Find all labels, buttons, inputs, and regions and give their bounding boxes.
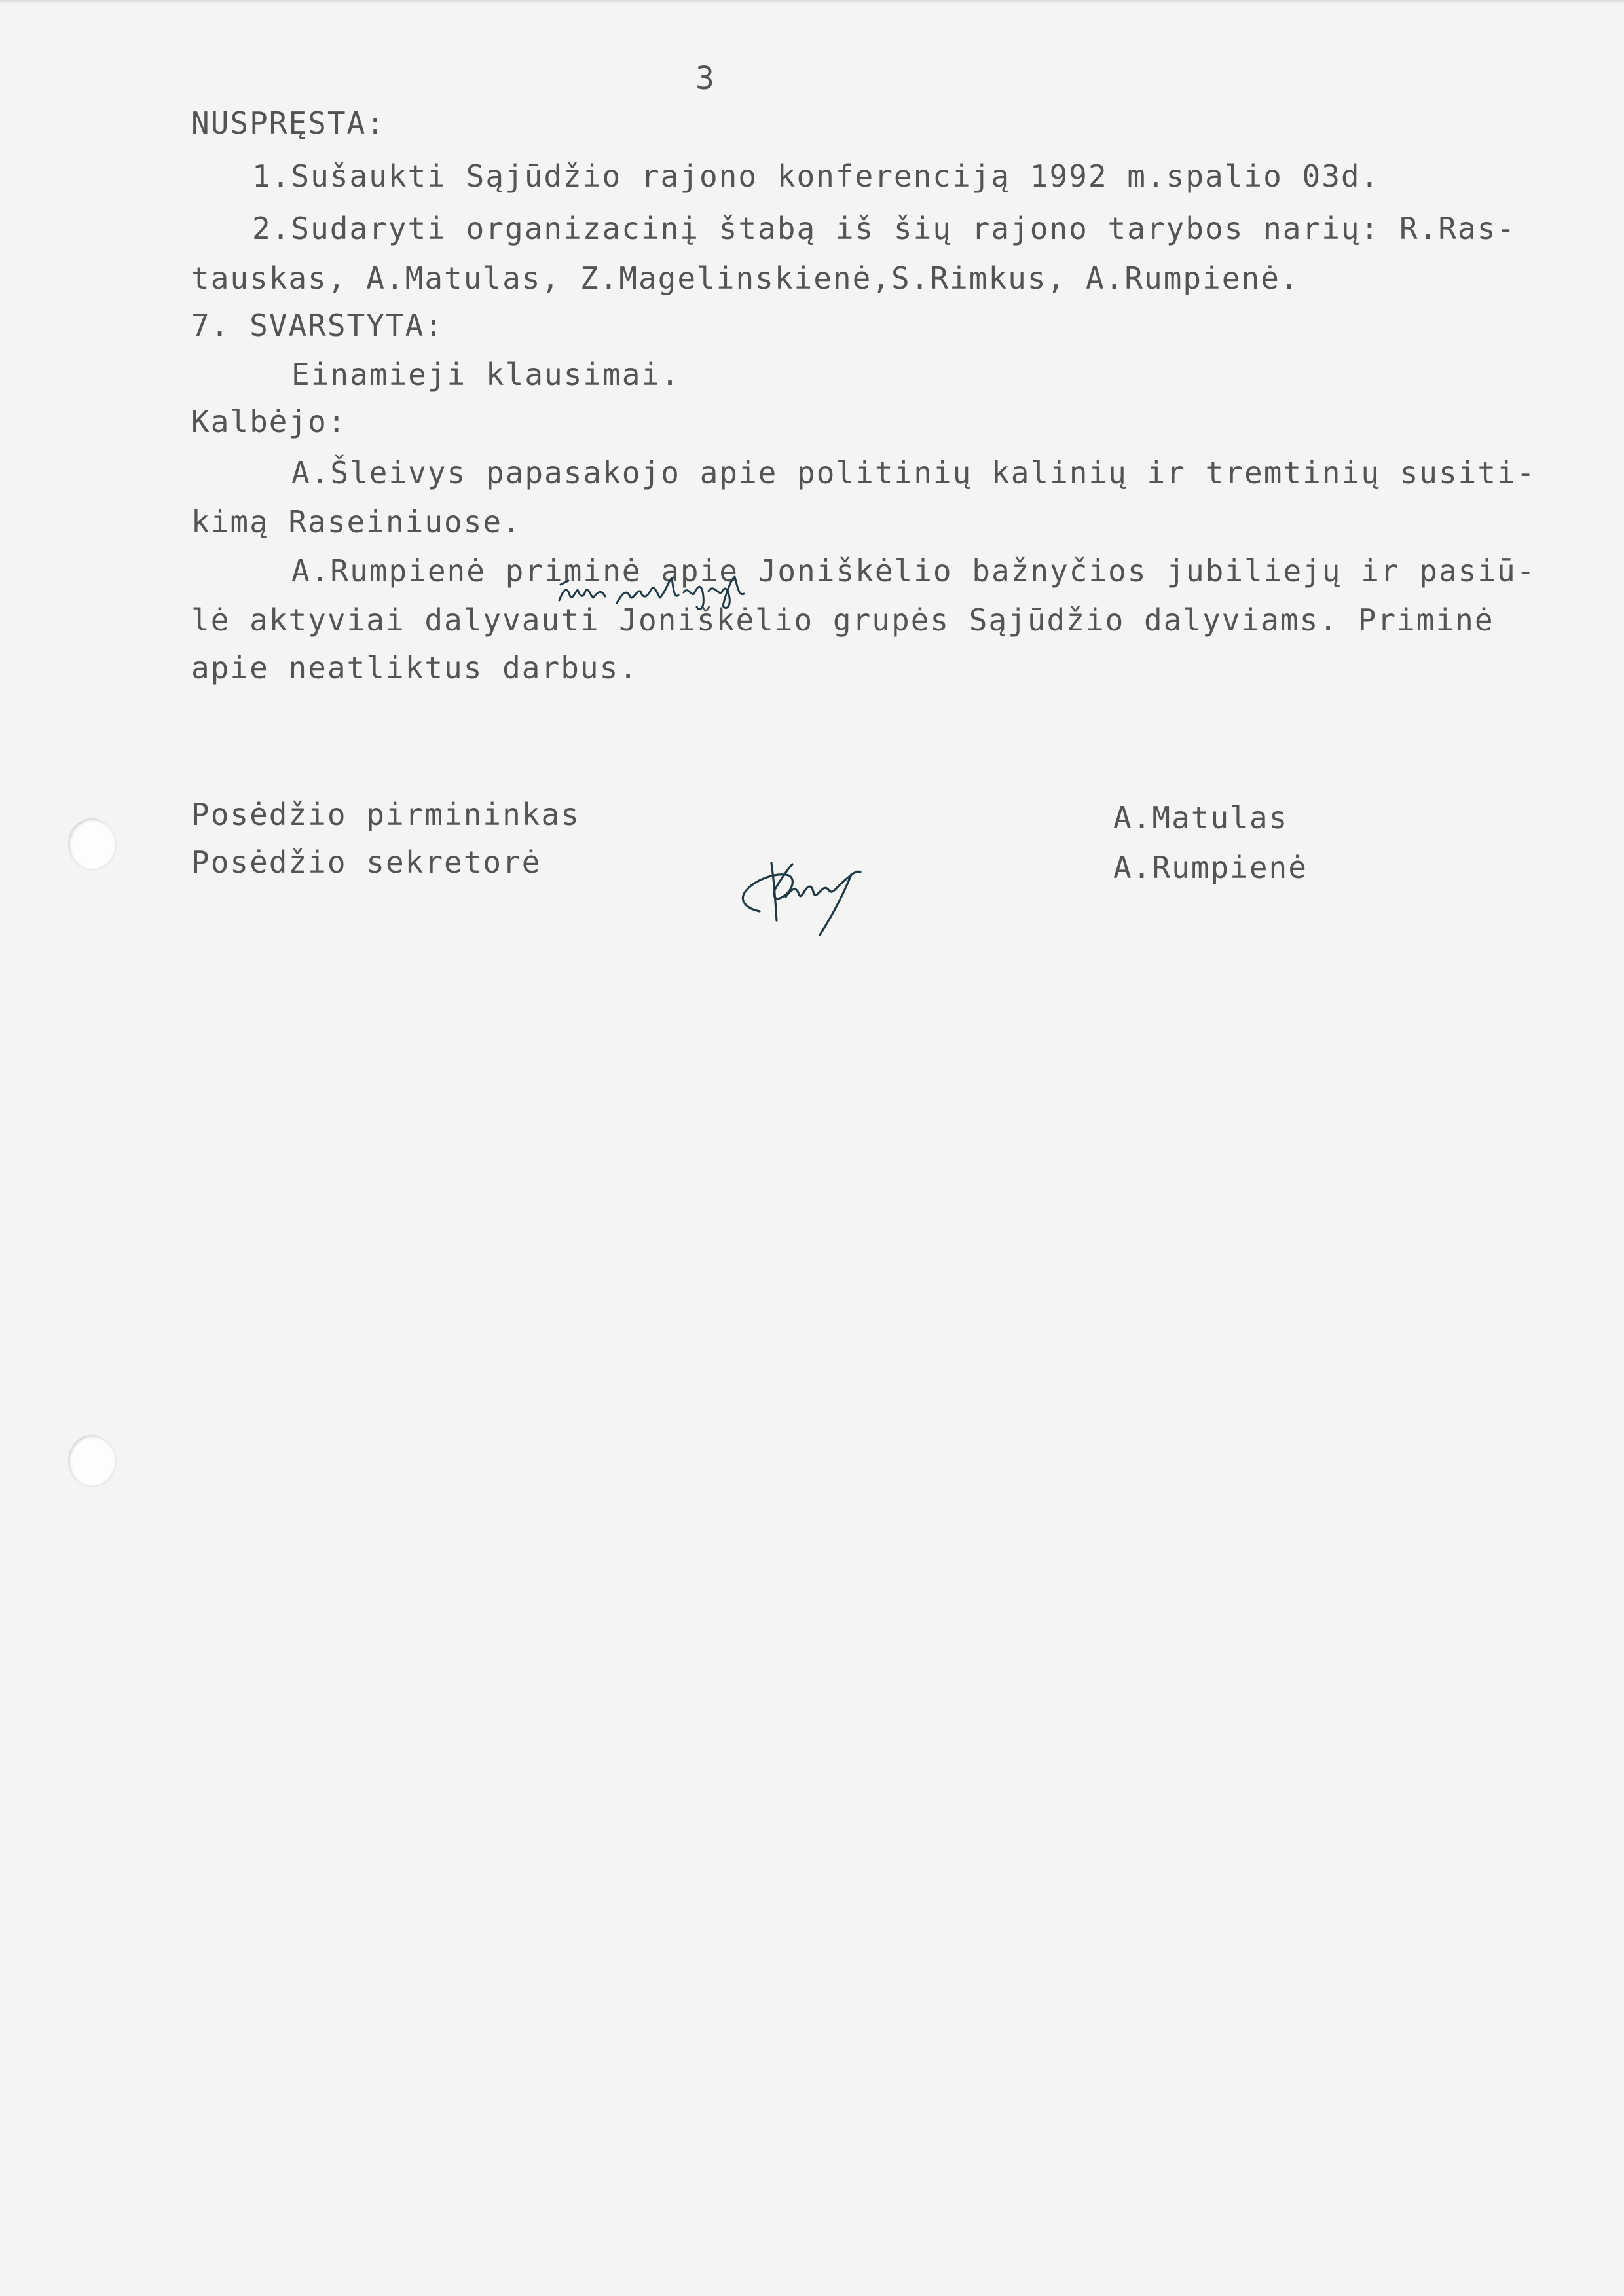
decision-item-2: 2.Sudaryti organizacinį štabą iš šių rajono tarybos narių: R.Ras- — [252, 211, 1517, 246]
speaker-paragraph-2: A.Rumpienė priminė apie Joniškėlio bažnyčios jubiliejų ir pasiū- — [291, 553, 1536, 589]
speaker-paragraph-1-continued: kimą Raseiniuose. — [191, 504, 522, 539]
punch-hole — [68, 1435, 115, 1486]
section-heading-considered: 7. SVARSTYTA: — [191, 308, 445, 343]
speaker-paragraph-2-continued: lė aktyviai dalyvauti Joniškėlio grupės Sąjūdžio dalyviams. Priminė — [191, 602, 1494, 638]
paper-edge — [0, 0, 1624, 4]
chair-label: Posėdžio pirmininkas — [191, 797, 580, 832]
handwritten-insert — [554, 566, 790, 612]
decision-item-1: 1.Sušaukti Sąjūdžio rajono konferenciją 1992 m.spalio 03d. — [252, 158, 1380, 194]
section-heading-decided: NUSPRĘSTA: — [191, 105, 386, 141]
handwritten-signature — [733, 848, 877, 940]
chair-name: A.Matulas — [1113, 800, 1289, 835]
decision-item-2-continued: tauskas, A.Matulas, Z.Magelinskienė,S.Rimkus, A.Rumpienė. — [191, 261, 1300, 296]
secretary-label: Posėdžio sekretorė — [191, 845, 542, 880]
punch-hole — [68, 818, 115, 869]
speaker-paragraph-1: A.Šleivys papasakojo apie politinių kalinių ir tremtinių susiti- — [291, 455, 1536, 490]
speakers-heading: Kalbėjo: — [191, 404, 347, 439]
secretary-name: A.Rumpienė — [1113, 850, 1308, 885]
speaker-paragraph-2-end: apie neatliktus darbus. — [191, 650, 638, 685]
page-number: 3 — [695, 60, 716, 97]
agenda-item: Einamieji klausimai. — [291, 357, 680, 392]
